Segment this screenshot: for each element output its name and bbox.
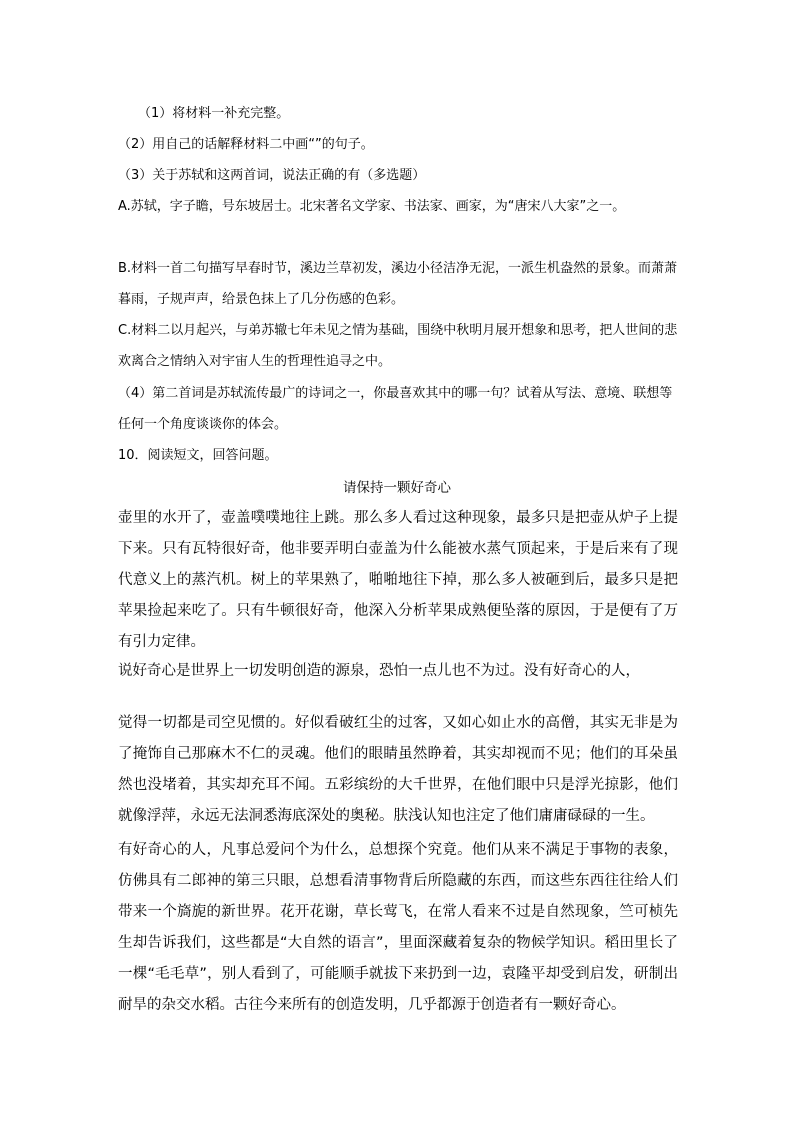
essay-paragraph-1: 壶里的水开了，壶盖噗噗地往上跳。那么多人看过这种现象，最多只是把壶从炉子上提下来。只有瓦特很好奇，他非要弄明白壶盖为什么能被水蒸气顶起来，于是后来有了现代意义上的蒸汽机。树上的苹果熟了，啪啪地往下掉，那么多人被砸到后，最多只是把苹果捡起来吃了。只有牛顿很好奇，他深入分析苹果成熟便坠落的原因，于是便有了万有引力定律。 (118, 510, 678, 650)
question-9-3: （3）关于苏轼和这两首词，说法正确的有（多选题） (118, 168, 426, 183)
question-9-2: （2）用自己的话解释材料二中画“”的句子。 (118, 137, 374, 152)
option-b: B.材料一首二句描写早春时节，溪边兰草初发，溪边小径洁净无泥，一派生机盎然的景象。而萧萧暮雨，子规声声，给景色抹上了几分伤感的色彩。 (118, 261, 678, 307)
question-10-heading: 10．阅读短文，回答问题。 (118, 448, 278, 463)
option-a: A.苏轼，字子瞻，号东坡居士。北宋著名文学家、书法家、画家，为“唐宋八大家”之一。 (118, 199, 626, 214)
essay-paragraph-3: 觉得一切都是司空见惯的。好似看破红尘的过客，又如心如止水的高僧，其实无非是为了掩饰自己那麻木不仁的灵魂。他们的眼睛虽然睁着，其实却视而不见；他们的耳朵虽然也没堵着，其实却充耳不闻。五彩缤纷的大千世界，在他们眼中只是浮光掠影，他们就像浮萍，永远无法洞悉海底深处的奥秘。肤浅认知也注定了他们庸庸碌碌的一生。 (118, 715, 678, 824)
essay-title: 请保持一颗好奇心 (343, 480, 451, 496)
question-9-4: （4）第二首词是苏轼流传最广的诗词之一，你最喜欢其中的哪一句？试着从写法、意境、联想等任何一个角度谈谈你的体会。 (118, 386, 673, 432)
option-c: C.材料二以月起兴，与弟苏辙七年未见之情为基础，围绕中秋明月展开想象和思考，把人世间的悲欢离合之情纳入对宇宙人生的哲理性追寻之中。 (118, 323, 678, 369)
essay-paragraph-4: 有好奇心的人，凡事总爱问个为什么，总想探个究竟。他们从来不满足于事物的表象，仿佛具有二郎神的第三只眼，总想看清事物背后所隐藏的东西，而这些东西往往给人们带来一个旖旎的新世界。花开花谢，草长莺飞，在常人看来不过是自然现象，竺可桢先生却告诉我们，这些都是“大自然的语言”，里面深藏着复杂的物候学知识。稻田里长了一棵“毛毛草”，别人看到了，可能顺手就拔下来扔到一边，袁隆平却受到启发，研制出耐旱的杂交水稻。古往今来所有的创造发明，几乎都源于创造者有一颗好奇心。 (118, 842, 678, 1013)
essay-paragraph-2: 说好奇心是世界上一切发明创造的源泉，恐怕一点儿也不为过。没有好奇心的人， (118, 663, 640, 679)
question-9-1: （1）将材料一补充完整。 (138, 106, 290, 121)
